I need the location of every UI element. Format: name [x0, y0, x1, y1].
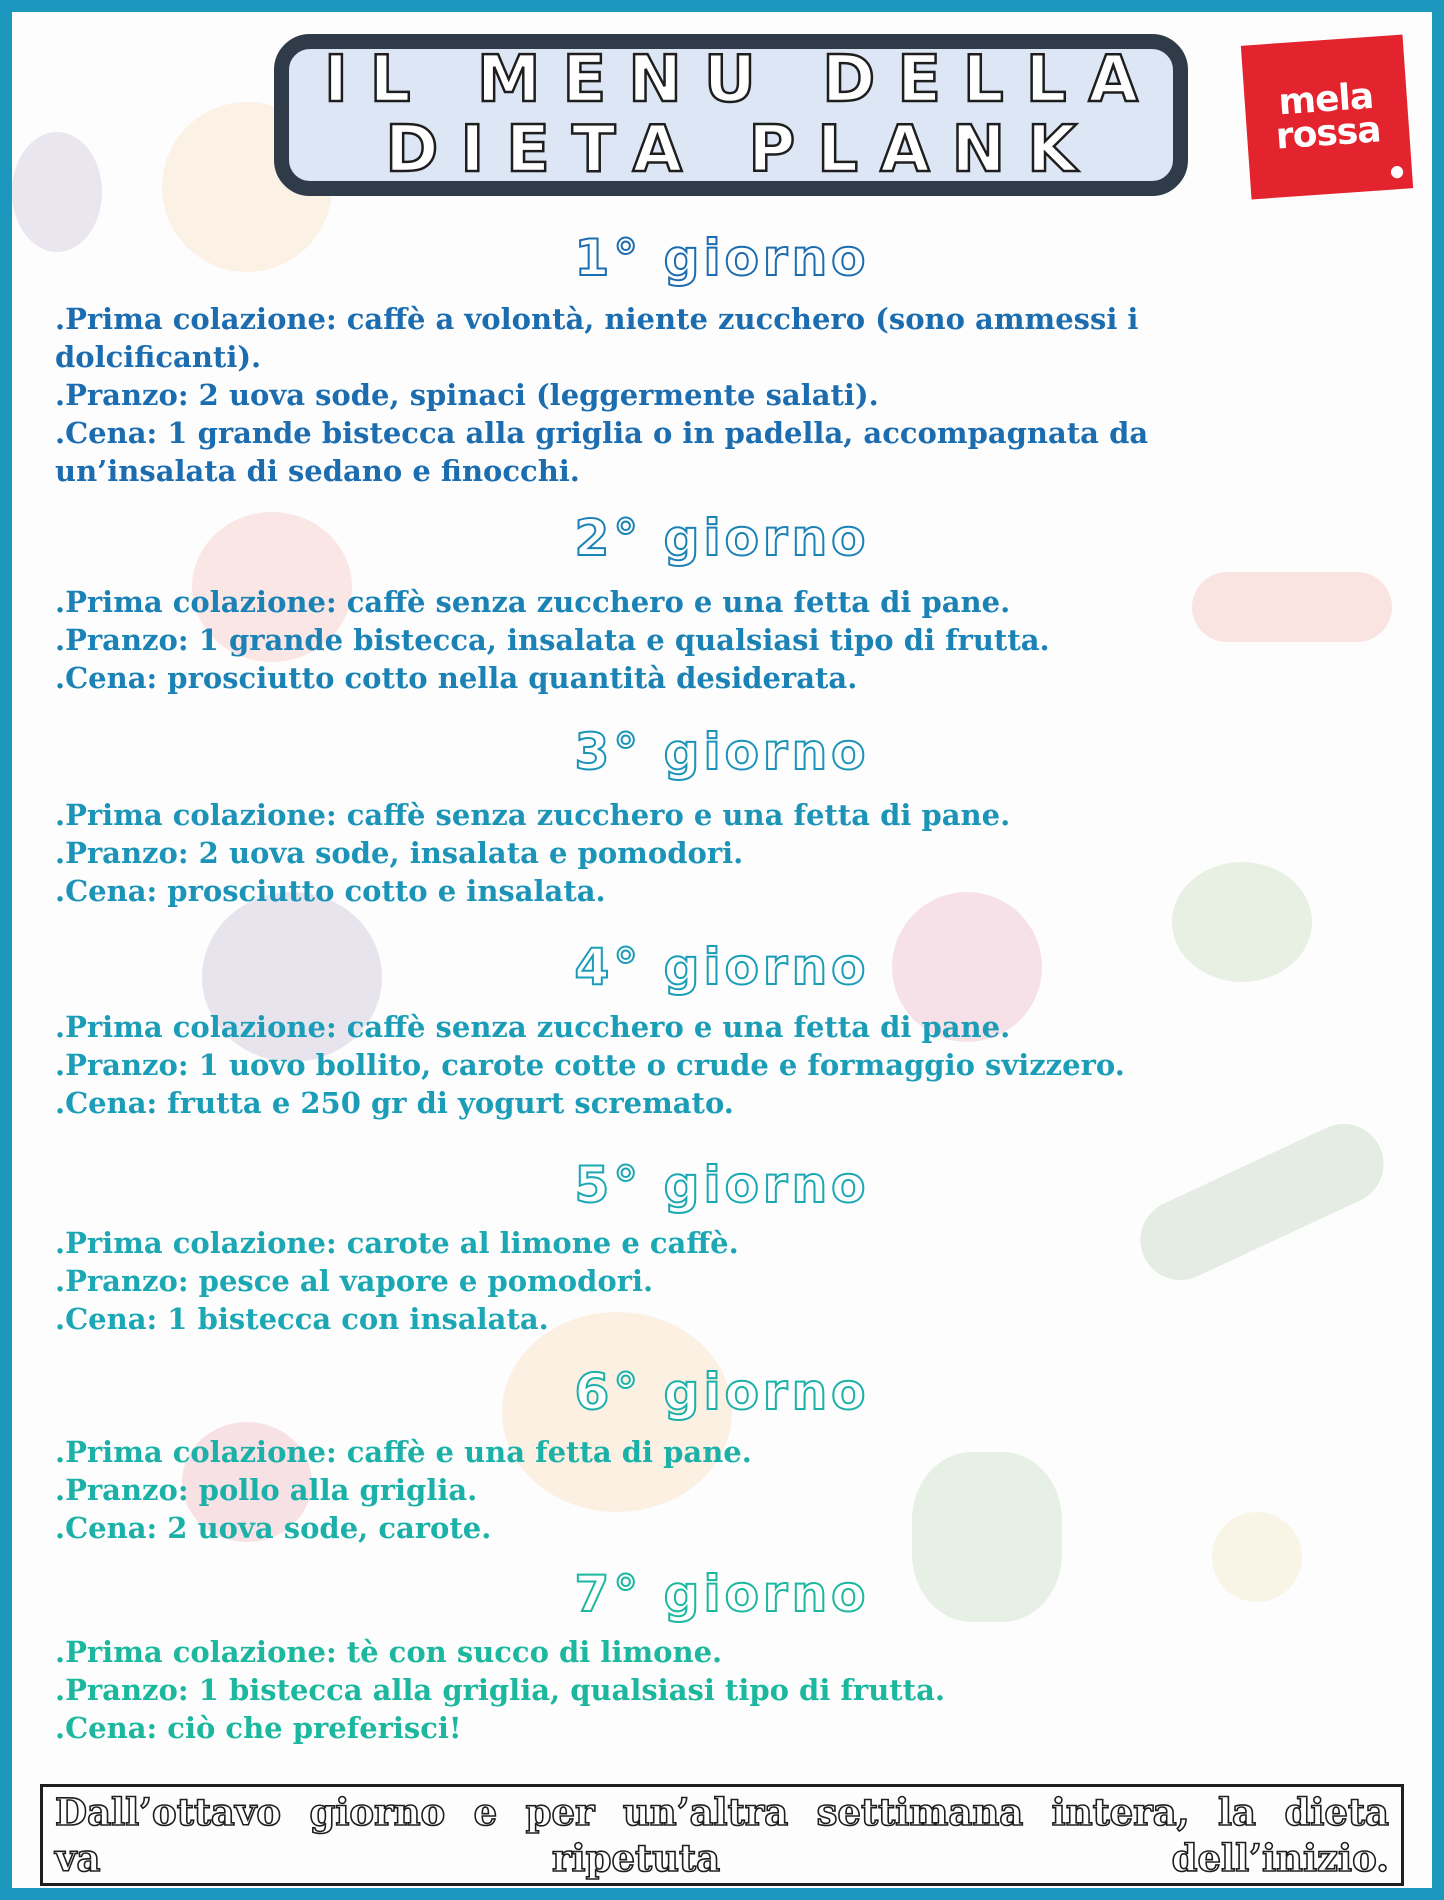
menu-line: .Cena: ciò che preferisci! [55, 1711, 462, 1745]
day-4-heading: 4° giorno [574, 938, 870, 996]
day-5-menu [55, 1224, 1415, 1338]
menu-line: .Pranzo: 1 uovo bollito, carote cotte o crude e formaggio svizzero. [55, 1048, 1125, 1082]
day-2-heading: 2° giorno [574, 509, 870, 567]
menu-line: .Prima colazione: caffè a volontà, niente zucchero (sono ammessi i [55, 302, 1139, 336]
menu-line: .Prima colazione: caffè e una fetta di pane. [55, 1435, 752, 1469]
menu-line: .Cena: 1 grande bistecca alla griglia o in padella, accompagnata da [55, 416, 1149, 450]
day-6-menu [55, 1433, 1415, 1547]
menu-line: .Pranzo: 1 grande bistecca, insalata e qualsiasi tipo di frutta. [55, 623, 1050, 657]
day-1-menu [55, 300, 1415, 490]
menu-line: .Cena: 1 bistecca con insalata. [55, 1302, 549, 1336]
menu-line: .Pranzo: pesce al vapore e pomodori. [55, 1264, 654, 1298]
day-7-menu [55, 1633, 1415, 1747]
menu-line: .Prima colazione: tè con succo di limone. [55, 1635, 723, 1669]
page-title-line-2: DIETA PLANK [385, 113, 1099, 187]
menu-line: .Prima colazione: caffè senza zucchero e una fetta di pane. [55, 585, 1011, 619]
logo-text-line-1: mela [1277, 75, 1375, 124]
day-1-heading: 1° giorno [574, 229, 870, 287]
day-6-heading: 6° giorno [574, 1363, 870, 1421]
apple-icon: ● [1389, 160, 1405, 181]
menu-line: .Prima colazione: caffè senza zucchero e una fetta di pane. [55, 1010, 1011, 1044]
footer-note: Dall’ottavo giorno e per un’altra settimana intera, la dieta va ripetuta dell’inizio. [40, 1784, 1404, 1886]
title-banner [274, 34, 1188, 196]
menu-line: .Pranzo: 2 uova sode, insalata e pomodori. [55, 836, 744, 870]
melarossa-logo [1241, 35, 1413, 200]
menu-line: un’insalata di sedano e finocchi. [55, 454, 580, 488]
day-3-heading: 3° giorno [574, 723, 870, 781]
logo-text-line-2: rossa [1274, 109, 1382, 158]
menu-line: .Prima colazione: caffè senza zucchero e una fetta di pane. [55, 798, 1011, 832]
day-4-menu [55, 1008, 1415, 1122]
day-7-heading: 7° giorno [574, 1565, 870, 1623]
menu-line: .Cena: prosciutto cotto nella quantità desiderata. [55, 661, 858, 695]
menu-line: .Pranzo: 1 bistecca alla griglia, qualsiasi tipo di frutta. [55, 1673, 945, 1707]
day-3-menu [55, 796, 1415, 910]
page-title-line-1: IL MENU DELLA [323, 43, 1161, 117]
menu-line: .Pranzo: 2 uova sode, spinaci (leggermente salati). [55, 378, 879, 412]
menu-line: .Pranzo: pollo alla griglia. [55, 1473, 478, 1507]
day-5-heading: 5° giorno [574, 1156, 870, 1214]
menu-line: .Cena: prosciutto cotto e insalata. [55, 874, 606, 908]
menu-line: .Cena: frutta e 250 gr di yogurt scremato. [55, 1086, 734, 1120]
menu-line: .Cena: 2 uova sode, carote. [55, 1511, 492, 1545]
day-2-menu [55, 583, 1415, 697]
menu-line: .Prima colazione: carote al limone e caffè. [55, 1226, 739, 1260]
menu-line: dolcificanti). [55, 340, 262, 374]
